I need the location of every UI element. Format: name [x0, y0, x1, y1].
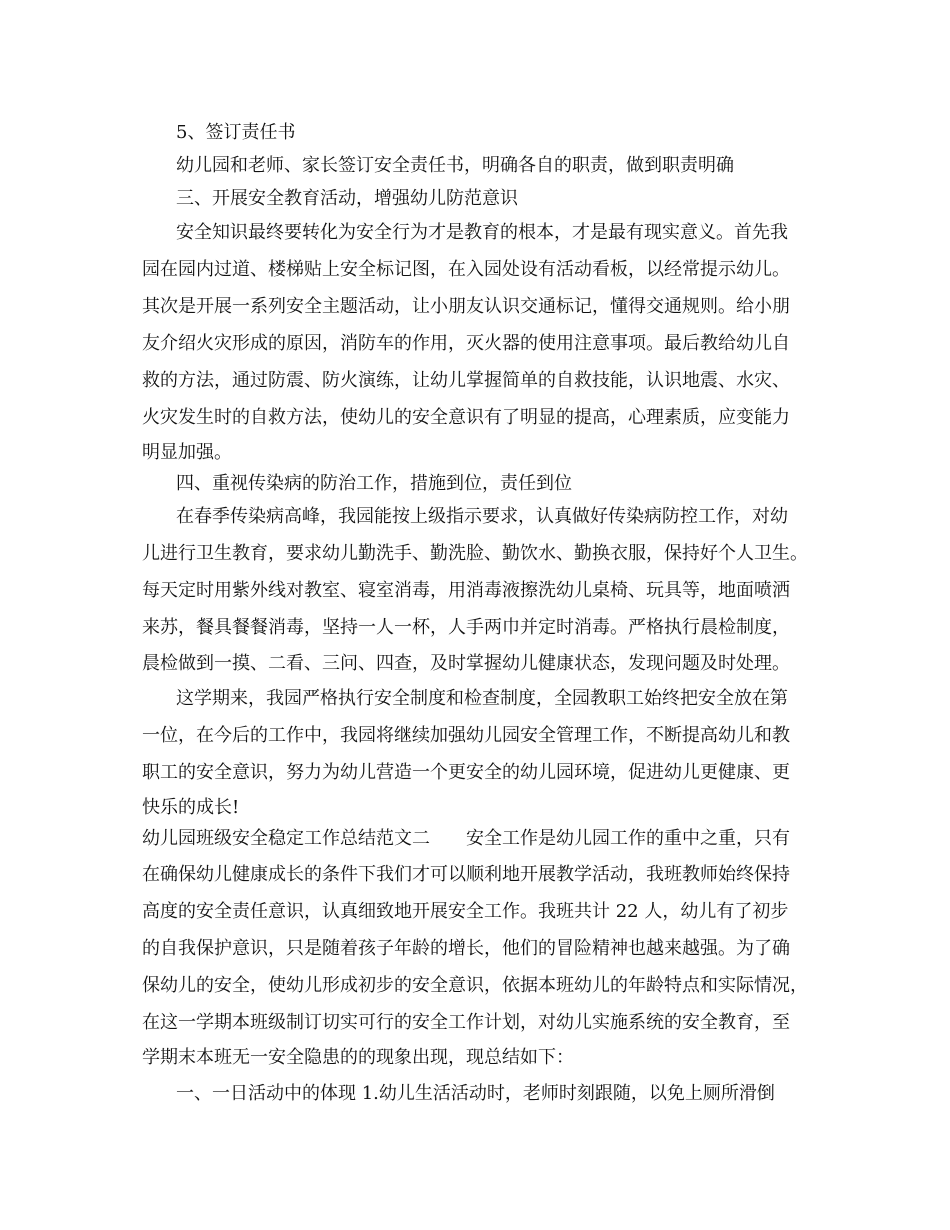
- text-line: 幼儿园和老师、家长签订安全责任书，明确各自的职责，做到职责明确: [176, 155, 734, 176]
- text-line: 在春季传染病高峰，我园能按上级指示要求，认真做好传染病防控工作，对幼: [176, 506, 788, 527]
- text-line: 一位，在今后的工作中，我园将继续加强幼儿园安全管理工作，不断提高幼儿和教: [142, 725, 790, 746]
- text-line: 快乐的成长!: [142, 797, 240, 818]
- text-line: 儿进行卫生教育，要求幼儿勤洗手、勤洗脸、勤饮水、勤换衣服，保持好个人卫生。: [142, 543, 808, 564]
- text-line: 学期末本班无一安全隐患的的现象出现，现总结如下：: [142, 1047, 574, 1068]
- text-line: 其次是开展一系列安全主题活动，让小朋友认识交通标记，懂得交通规则。给小朋: [142, 296, 790, 317]
- text-line: 保幼儿的安全，使幼儿形成初步的安全意识，依据本班幼儿的年龄特点和实际情况，: [142, 975, 808, 996]
- section-heading: 三、开展安全教育活动，增强幼儿防范意识: [176, 188, 518, 209]
- text-line: 晨检做到一摸、二看、三问、四查，及时掌握幼儿健康状态，发现问题及时处理。: [142, 653, 790, 674]
- section-heading: 四、重视传染病的防治工作，措施到位，责任到位: [176, 473, 572, 494]
- text-line: 明显加强。: [142, 442, 232, 463]
- text-line: 园在园内过道、楼梯贴上安全标记图，在入园处设有活动看板，以经常提示幼儿。: [142, 259, 790, 280]
- text-line: 每天定时用紫外线对教室、寝室消毒，用消毒液擦洗幼儿桌椅、玩具等，地面喷洒: [142, 580, 790, 601]
- text-line: 5、签订责任书: [176, 122, 296, 143]
- text-line: 高度的安全责任意识，认真细致地开展安全工作。我班共计 22 人，幼儿有了初步: [142, 901, 789, 922]
- text-line: 火灾发生时的自救方法，使幼儿的安全意识有了明显的提高，心理素质，应变能力: [142, 407, 790, 428]
- text-line: 在这一学期本班级制订切实可行的安全工作计划，对幼儿实施系统的安全教育，至: [142, 1012, 790, 1033]
- text-line: 职工的安全意识，努力为幼儿营造一个更安全的幼儿园环境，促进幼儿更健康、更: [142, 762, 790, 783]
- text-line: 救的方法，通过防震、防火演练，让幼儿掌握简单的自救技能，认识地震、水灾、: [142, 370, 790, 391]
- text-line: 一、一日活动中的体现 1.幼儿生活活动时，老师时刻跟随，以免上厕所滑倒: [176, 1083, 775, 1104]
- text-line: 安全知识最终要转化为安全行为才是教育的根本，才是最有现实意义。首先我: [176, 222, 788, 243]
- section-heading: 幼儿园班级安全稳定工作总结范文二 安全工作是幼儿园工作的重中之重，只有: [142, 828, 790, 849]
- text-line: 友介绍火灾形成的原因，消防车的作用，灭火器的使用注意事项。最后教给幼儿自: [142, 333, 790, 354]
- text-line: 来苏，餐具餐餐消毒，坚持一人一杯，人手两巾并定时消毒。严格执行晨检制度，: [142, 617, 790, 638]
- text-line: 这学期来，我园严格执行安全制度和检查制度，全园教职工始终把安全放在第: [176, 688, 788, 709]
- text-line: 在确保幼儿健康成长的条件下我们才可以顺利地开展教学活动，我班教师始终保持: [142, 864, 790, 885]
- text-line: 的自我保护意识，只是随着孩子年龄的增长，他们的冒险精神也越来越强。为了确: [142, 938, 790, 959]
